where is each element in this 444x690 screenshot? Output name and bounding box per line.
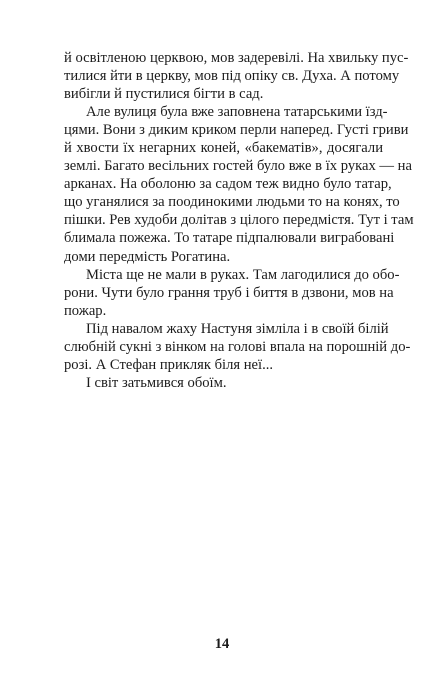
text-line: слюбній сукні з вінком на голові впала на порошній до-	[64, 338, 411, 355]
text-line: вибігли й пустилися бігти в сад.	[64, 86, 264, 103]
text-line: Міста ще не мали в руках. Там лагодилися до обо-	[86, 266, 400, 283]
text-line: доми передмість Рогатина.	[64, 248, 231, 265]
text-line: І світ затьмився обоїм.	[86, 374, 227, 391]
paragraph-1	[64, 49, 409, 103]
text-line: й освітленою церквою, мов задеревілі. На хвильку пус-	[64, 50, 409, 66]
text-line: Під навалом жаху Настуня зімліла і в своїй білій	[86, 320, 389, 337]
paragraph-3	[64, 266, 400, 320]
text-line: арканах. На оболоню за садом теж видно було татар,	[64, 176, 392, 193]
text-line: тилися йти в церкву, мов під опіку св. Духа. А потому	[64, 68, 400, 85]
text-line: блимала пожежа. То татаре підпалювали виграбовані	[64, 230, 395, 247]
text-line: пішки. Рев худоби долітав з цілого передмістя. Тут і там	[64, 212, 414, 229]
text-line: й хвости їх негарних коней, «бакематів», досягали	[64, 140, 383, 157]
text-line: пожар.	[64, 302, 107, 319]
paragraph-2	[64, 103, 414, 265]
paragraph-4	[64, 320, 411, 374]
body-text	[64, 49, 414, 392]
text-line: що уганялися за поодинокими людьми то на конях, то	[64, 194, 400, 211]
text-line: Але вулиця була вже заповнена татарськими їзд-	[86, 104, 388, 121]
text-line: цями. Вони з диким криком перли наперед. Густі гриви	[64, 122, 409, 139]
text-line: рони. Чути було грання труб і биття в дзвони, мов на	[64, 284, 394, 301]
text-line: землі. Багато весільних гостей було вже в їх руках — на	[64, 158, 412, 175]
text-line: розі. А Стефан прикляк біля неї...	[64, 356, 274, 373]
page-number: 14	[214, 636, 230, 652]
paragraph-5	[64, 374, 383, 392]
